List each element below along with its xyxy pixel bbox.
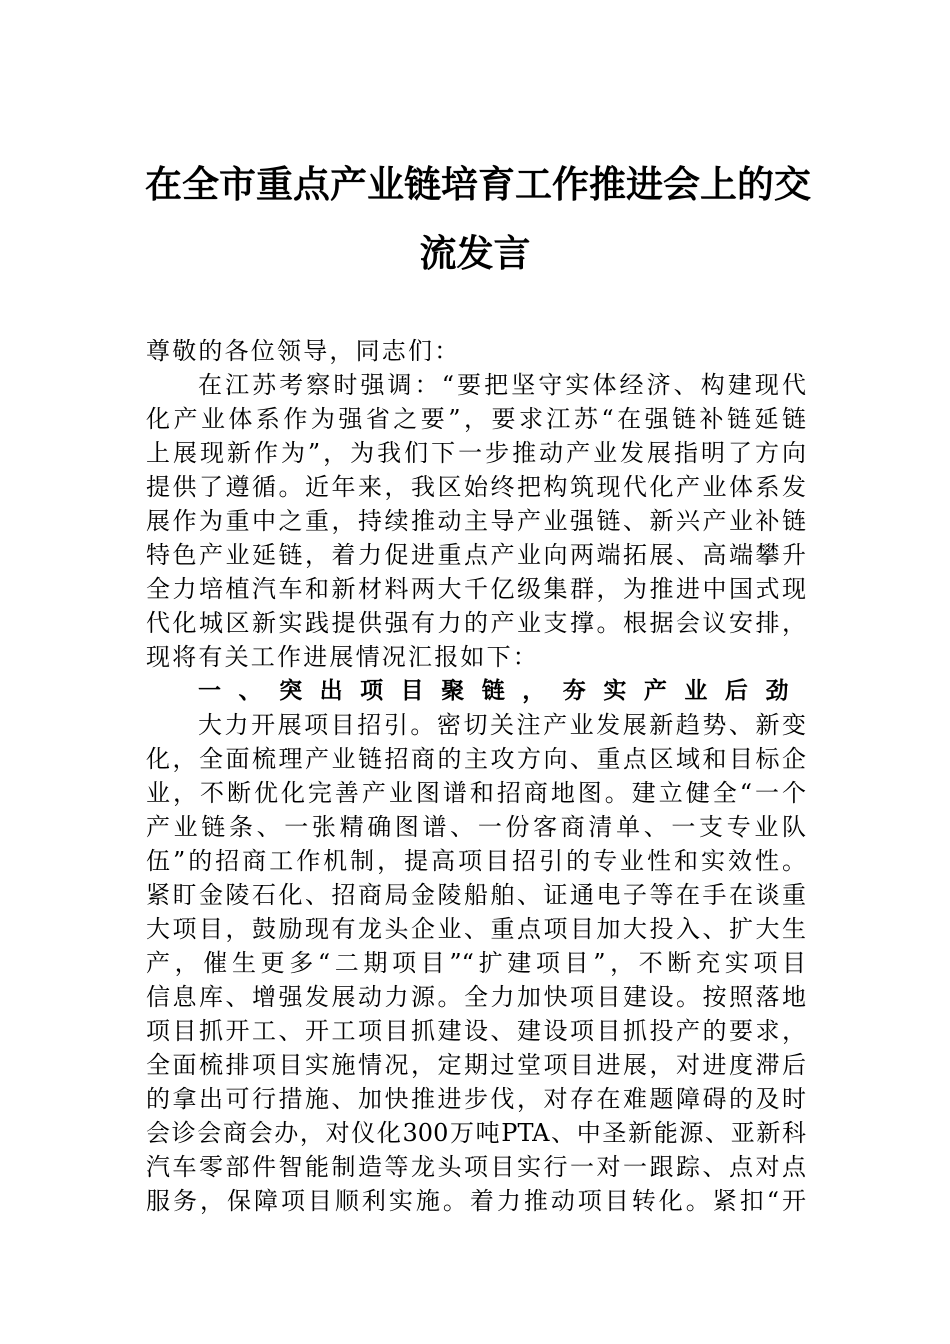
paragraph-line: 在江苏考察时强调：“要把坚守实体经济、构建现代 (198, 371, 806, 399)
paragraph-line: 汽车零部件智能制造等龙头项目实行一对一跟踪、点对点 (146, 1153, 806, 1181)
paragraph-line: 特色产业延链，着力促进重点产业向两端拓展、高端攀升 (146, 541, 806, 569)
paragraph-line: 会诊会商会办，对仪化300万吨PTA、中圣新能源、亚新科 (146, 1119, 806, 1147)
document-body (146, 334, 806, 1218)
paragraph-line: 代化城区新实践提供强有力的产业支撑。根据会议安排， (146, 609, 806, 637)
paragraph-line: 化产业体系作为强省之要”，要求江苏“在强链补链延链 (146, 405, 806, 433)
document-title-line-2: 流发言 (419, 231, 531, 275)
salutation: 尊敬的各位领导，同志们： (146, 337, 461, 365)
paragraph-line: 伍”的招商工作机制，提高项目招引的专业性和实效性。 (146, 847, 806, 875)
paragraph-line: 的拿出可行措施、加快推进步伐，对存在难题障碍的及时 (146, 1085, 806, 1113)
paragraph-line: 大项目，鼓励现有龙头企业、重点项目加大投入、扩大生 (146, 915, 806, 943)
paragraph-line: 现将有关工作进展情况汇报如下： (146, 643, 539, 671)
paragraph-line: 服务，保障项目顺利实施。着力推动项目转化。紧扣“开 (146, 1187, 806, 1215)
section-heading: 一、突出项目聚链，夯实产业后劲 (198, 678, 806, 704)
paragraph-line: 产业链条、一张精确图谱、一份客商清单、一支专业队 (146, 813, 806, 841)
paragraph-line: 全力培植汽车和新材料两大千亿级集群，为推进中国式现 (146, 575, 806, 603)
paragraph-line: 项目抓开工、开工项目抓建设、建设项目抓投产的要求， (146, 1017, 806, 1045)
paragraph-line: 全面梳排项目实施情况，定期过堂项目进展，对进度滞后 (146, 1051, 806, 1079)
paragraph-line: 化，全面梳理产业链招商的主攻方向、重点区域和目标企 (146, 745, 806, 773)
paragraph-line: 业，不断优化完善产业图谱和招商地图。建立健全“一个 (146, 779, 806, 807)
paragraph-line: 大力开展项目招引。密切关注产业发展新趋势、新变 (198, 711, 806, 739)
paragraph-line: 提供了遵循。近年来，我区始终把构筑现代化产业体系发 (146, 473, 806, 501)
paragraph-line: 紧盯金陵石化、招商局金陵船舶、证通电子等在手在谈重 (146, 881, 806, 909)
paragraph-line: 展作为重中之重，持续推动主导产业强链、新兴产业补链 (146, 507, 806, 535)
paragraph-line: 产，催生更多“二期项目”“扩建项目”，不断充实项目 (146, 949, 806, 977)
paragraph-line: 上展现新作为”，为我们下一步推动产业发展指明了方向 (146, 439, 806, 467)
document-title-line-1: 在全市重点产业链培育工作推进会上的交 (145, 162, 811, 206)
paragraph-line: 信息库、增强发展动力源。全力加快项目建设。按照落地 (146, 983, 806, 1011)
